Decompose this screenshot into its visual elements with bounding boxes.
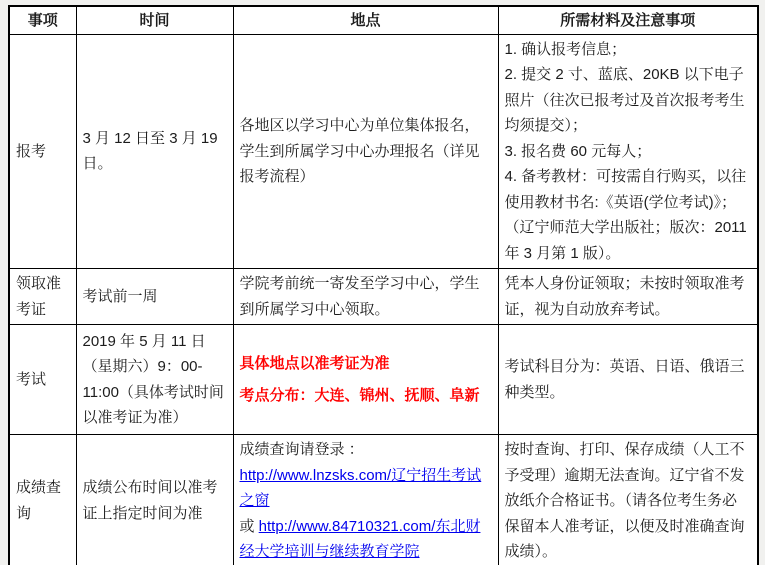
header-time: 时间 xyxy=(76,6,233,34)
score-time-cell: 成绩公布时间以准考证上指定时间为准 xyxy=(76,435,233,565)
register-time-cell: 3 月 12 日至 3 月 19 日。 xyxy=(76,34,233,269)
note-line-3: 3. 报名费 60 元每人； xyxy=(504,142,652,160)
table-row-score-inquiry xyxy=(9,435,758,565)
table-row-admission-ticket xyxy=(9,269,758,325)
exam-notes-cell: 考试科目分为：英语、日语、俄语三种类型。 xyxy=(498,325,758,435)
ticket-location-cell: 学院考前统一寄发至学习中心，学生到所属学习中心领取。 xyxy=(233,269,498,325)
ticket-time-cell: 考试前一周 xyxy=(76,269,233,325)
header-materials: 所需材料及注意事项 xyxy=(498,6,758,34)
note-line-1: 1. 确认报考信息； xyxy=(504,40,627,58)
score-label: 成绩查询 xyxy=(9,435,76,565)
exam-info-table xyxy=(8,5,759,565)
register-location-cell: 各地区以学习中心为单位集体报名，学生到所属学习中心办理报名（详见报考流程） xyxy=(233,34,498,269)
register-label: 报考 xyxy=(9,34,76,269)
ticket-label: 领取准考证 xyxy=(9,269,76,325)
exam-location-cell xyxy=(233,325,498,435)
exam-location-highlight-2: 考点分布：大连、锦州、抚顺、阜新 xyxy=(239,387,480,404)
note-line-2: 2. 提交 2 寸、蓝底、20KB 以下电子照片（往次已报考过及首次报考考生均须提交）； xyxy=(504,66,745,134)
score-inquiry-intro: 成绩查询请登录 ： xyxy=(239,441,364,458)
header-location: 地点 xyxy=(233,6,498,34)
score-inquiry-link-dufe[interactable]: http://www.84710321.com/东北财经大学培训与继续教育学院 xyxy=(239,517,481,560)
exam-time-cell: 2019 年 5 月 11 日（星期六）9：00-11:00（具体考试时间以准考证为准） xyxy=(76,325,233,435)
exam-location-highlight-1: 具体地点以准考证为准 xyxy=(239,354,390,372)
or-text: 或 xyxy=(239,517,259,535)
exam-label: 考试 xyxy=(9,325,76,435)
score-notes-cell: 按时查询、打印、保存成绩（人工不予受理）逾期无法查询。辽宁省不发放纸介合格证书。（请各位考生务必保留本人准考证，以便及时准确查询成绩）。 xyxy=(498,435,758,565)
score-location-cell xyxy=(233,435,498,565)
table-row-exam xyxy=(9,325,758,435)
score-inquiry-link-lnzsks[interactable]: http://www.lnzsks.com/辽宁招生考试之窗 xyxy=(239,466,482,509)
note-line-4: 4. 备考教材：可按需自行购买，以往使用教材书名:《英语(学位考试)》；（辽宁师范大学出版社；版次：2011 年 3 月第 1 版）。 xyxy=(504,168,747,262)
register-notes-cell xyxy=(498,34,758,269)
header-item: 事项 xyxy=(9,6,76,34)
table-header-row xyxy=(9,6,758,34)
table-row-register xyxy=(9,34,758,269)
ticket-notes-cell: 凭本人身份证领取；未按时领取准考证，视为自动放弃考试。 xyxy=(498,269,758,325)
